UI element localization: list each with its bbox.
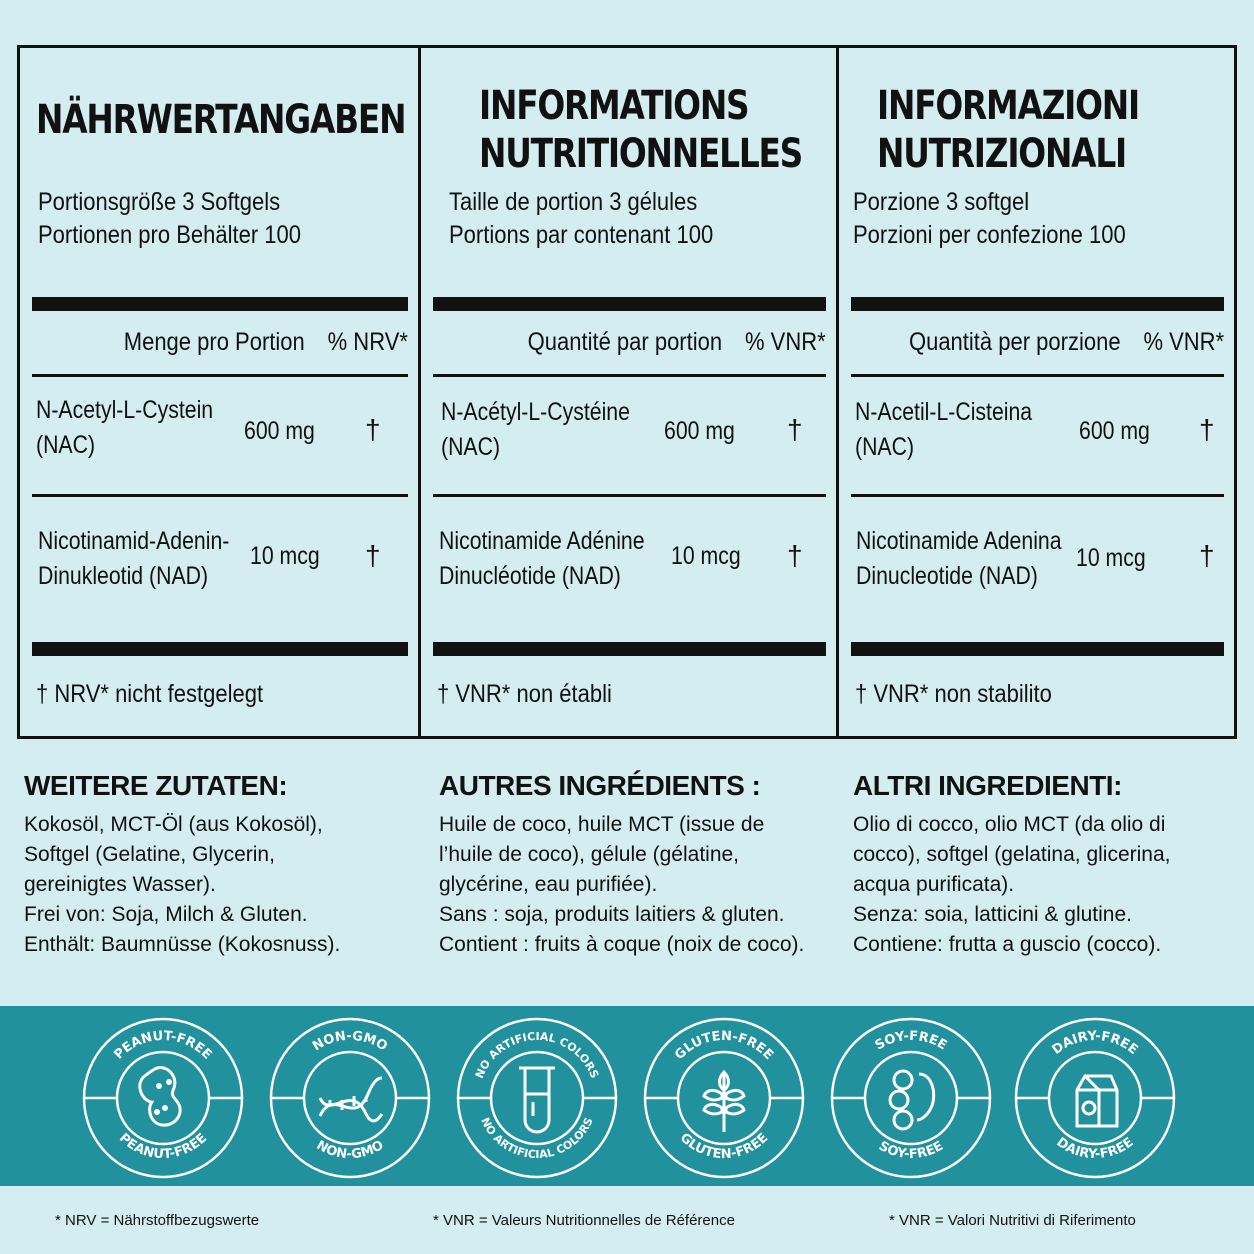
serving-size: Porzione 3 softgel (853, 188, 1030, 216)
ingredient-line: Contiene: frutta a guscio (cocco). (853, 933, 1162, 956)
ingredient-name-line: Dinukleotid (NAD) (38, 562, 209, 590)
servings-per-container: Portionen pro Behälter 100 (38, 221, 301, 249)
badge-dairy-free (1013, 1016, 1177, 1180)
divider-thin (32, 374, 408, 377)
title-line-1: NÄHRWERTANGABEN (36, 97, 406, 143)
title-line-1: INFORMAZIONI (877, 83, 1139, 129)
other-ingredients-german (24, 770, 340, 960)
ingredient-dv: † (1199, 414, 1215, 445)
divider-thick (32, 642, 408, 656)
ingredient-dv: † (365, 540, 381, 571)
divider-thin (433, 374, 826, 377)
badge-peanut-free (81, 1016, 245, 1180)
ingredient-line: gereinigtes Wasser). (24, 873, 216, 896)
badge-gluten-free (642, 1016, 806, 1180)
divider-thick (32, 297, 408, 311)
other-ingredients-title: WEITERE ZUTATEN: (24, 770, 288, 801)
ingredient-name-line: Dinucleotide (NAD) (856, 562, 1038, 590)
svg-text:GLUTEN-FREE: GLUTEN-FREE (676, 1130, 772, 1163)
pct-header: % VNR* (1143, 328, 1224, 356)
nutrition-panels (17, 45, 1237, 739)
other-ingredients-title: ALTRI INGREDIENTI: (853, 770, 1122, 801)
panel-footnote: † NRV* nicht festgelegt (36, 680, 264, 708)
svg-text:SOY-FREE: SOY-FREE (876, 1138, 946, 1163)
serving-size: Portionsgröße 3 Softgels (38, 188, 281, 216)
panel-french (421, 48, 839, 736)
panel-italian (839, 48, 1234, 736)
badge-non-gmo (268, 1016, 432, 1180)
ingredient-name (441, 395, 630, 465)
vnr-definition-it: * VNR = Valori Nutritivi di Riferimento (889, 1212, 1136, 1229)
svg-text:NON-GMO: NON-GMO (313, 1137, 387, 1163)
free-from-badges (0, 1006, 1254, 1186)
title-line-2: NUTRIZIONALI (877, 131, 1126, 177)
amount-header: Menge pro Portion (123, 328, 305, 356)
other-ingredients-title: AUTRES INGRÉDIENTS : (439, 770, 761, 801)
serving-info (449, 186, 713, 252)
servings-per-container: Porzioni per confezione 100 (853, 221, 1126, 249)
svg-text:PEANUT-FREE: PEANUT-FREE (116, 1130, 210, 1163)
ingredient-line: acqua purificata). (853, 873, 1015, 896)
ingredient-line: Contient : fruits à coque (noix de coco). (439, 933, 805, 956)
ingredient-line: l’huile de coco), gélule (gélatine, (439, 843, 740, 866)
peanut-icon (135, 1064, 188, 1130)
ingredient-amount: 600 mg (244, 417, 315, 445)
ingredient-name-line: (NAC) (441, 433, 501, 461)
ingredient-amount: 10 mcg (671, 542, 741, 570)
amount-header: Quantità per porzione (908, 328, 1121, 356)
ingredient-name-line: (NAC) (855, 433, 915, 461)
ingredient-amount: 10 mcg (1076, 544, 1146, 572)
serving-info (38, 186, 301, 252)
panel-title (877, 82, 1162, 178)
svg-text:DAIRY-FREE: DAIRY-FREE (1053, 1134, 1137, 1163)
ingredient-line: Huile de coco, huile MCT (issue de (439, 813, 765, 836)
ingredient-dv: † (787, 414, 803, 445)
ingredient-line: glycérine, eau purifiée). (439, 873, 658, 896)
title-line-1: INFORMATIONS (479, 83, 749, 129)
ingredient-line: Enthält: Baumnüsse (Kokosnuss). (24, 933, 341, 956)
other-ingredients-french (439, 770, 804, 960)
ingredient-line: Sans : soja, produits laitiers & gluten. (439, 903, 785, 926)
nrv-definition: * NRV = Nährstoffbezugswerte (55, 1212, 260, 1229)
panel-title (479, 82, 803, 178)
ingredient-name (439, 524, 645, 594)
ingredient-dv: † (365, 414, 381, 445)
dna-icon (320, 1078, 382, 1121)
divider-thin (851, 494, 1224, 497)
svg-text:GLUTEN-FREE: GLUTEN-FREE (672, 1028, 776, 1063)
badge-no-artificial-colors (455, 1016, 619, 1180)
divider-thin (433, 494, 826, 497)
ingredient-line: Frei von: Soja, Milch & Gluten. (24, 903, 308, 926)
servings-per-container: Portions par contenant 100 (449, 221, 714, 249)
ingredient-name (855, 395, 1032, 465)
title-line-2: NUTRITIONNELLES (479, 131, 803, 177)
serving-info (853, 186, 1126, 252)
ingredient-amount: 10 mcg (250, 542, 320, 570)
milk-carton-icon (1077, 1076, 1117, 1126)
ingredient-amount: 600 mg (1079, 417, 1150, 445)
ingredient-name (38, 524, 229, 594)
ingredient-name-line: Dinucléotide (NAD) (439, 562, 621, 590)
ingredient-dv: † (787, 540, 803, 571)
serving-size: Taille de portion 3 gélules (449, 188, 698, 216)
wheat-icon (704, 1072, 744, 1132)
ingredient-line: Olio di cocco, olio MCT (da olio di (853, 813, 1166, 836)
ingredient-line: cocco), softgel (gelatina, glicerina, (853, 843, 1171, 866)
svg-text:NO ARTIFICIAL COLORS: NO ARTIFICIAL COLORS (478, 1115, 596, 1162)
svg-text:NON-GMO: NON-GMO (310, 1028, 390, 1055)
panel-german (20, 48, 421, 736)
test-tube-icon (519, 1068, 555, 1132)
ingredient-name-line: Nicotinamide Adénine (439, 527, 645, 555)
divider-thick (851, 297, 1224, 311)
ingredient-line: Softgel (Gelatine, Glycerin, (24, 843, 275, 866)
ingredient-dv: † (1199, 540, 1215, 571)
panel-footnote: † VNR* non stabilito (855, 680, 1052, 708)
ingredient-name-line: N-Acetyl-L-Cystein (36, 396, 214, 424)
svg-text:NO ARTIFICIAL COLORS: NO ARTIFICIAL COLORS (472, 1029, 602, 1081)
ingredient-line: Senza: soia, latticini & glutine. (853, 903, 1132, 926)
pct-header: % VNR* (745, 328, 826, 356)
pct-header: % NRV* (327, 328, 408, 356)
table-header (909, 328, 1224, 357)
divider-thick (851, 642, 1224, 656)
svg-text:PEANUT-FREE: PEANUT-FREE (111, 1028, 215, 1063)
ingredient-name (856, 524, 1062, 594)
svg-text:DAIRY-FREE: DAIRY-FREE (1049, 1028, 1141, 1058)
badge-soy-free (829, 1016, 993, 1180)
ingredient-line: Kokosöl, MCT-Öl (aus Kokosöl), (24, 813, 323, 836)
vnr-definition-fr: * VNR = Valeurs Nutritionnelles de Référence (433, 1212, 735, 1229)
soybean-icon (890, 1071, 934, 1129)
ingredient-name (36, 393, 213, 463)
ingredient-name-line: Nicotinamide Adenina (856, 527, 1062, 555)
divider-thick (433, 642, 826, 656)
ingredient-name-line: (NAC) (36, 431, 96, 459)
panel-footnote: † VNR* non établi (437, 680, 612, 708)
divider-thick (433, 297, 826, 311)
ingredient-name-line: N-Acétyl-L-Cystéine (441, 398, 630, 426)
svg-text:SOY-FREE: SOY-FREE (872, 1028, 950, 1054)
table-header (124, 328, 408, 357)
divider-thin (851, 374, 1224, 377)
ingredient-name-line: N-Acetil-L-Cisteina (855, 398, 1033, 426)
ingredient-amount: 600 mg (664, 417, 735, 445)
table-header (528, 328, 826, 357)
panel-title (36, 96, 406, 144)
divider-thin (32, 494, 408, 497)
amount-header: Quantité par portion (527, 328, 723, 356)
other-ingredients-italian (853, 770, 1171, 960)
ingredient-name-line: Nicotinamid-Adenin- (38, 527, 230, 555)
